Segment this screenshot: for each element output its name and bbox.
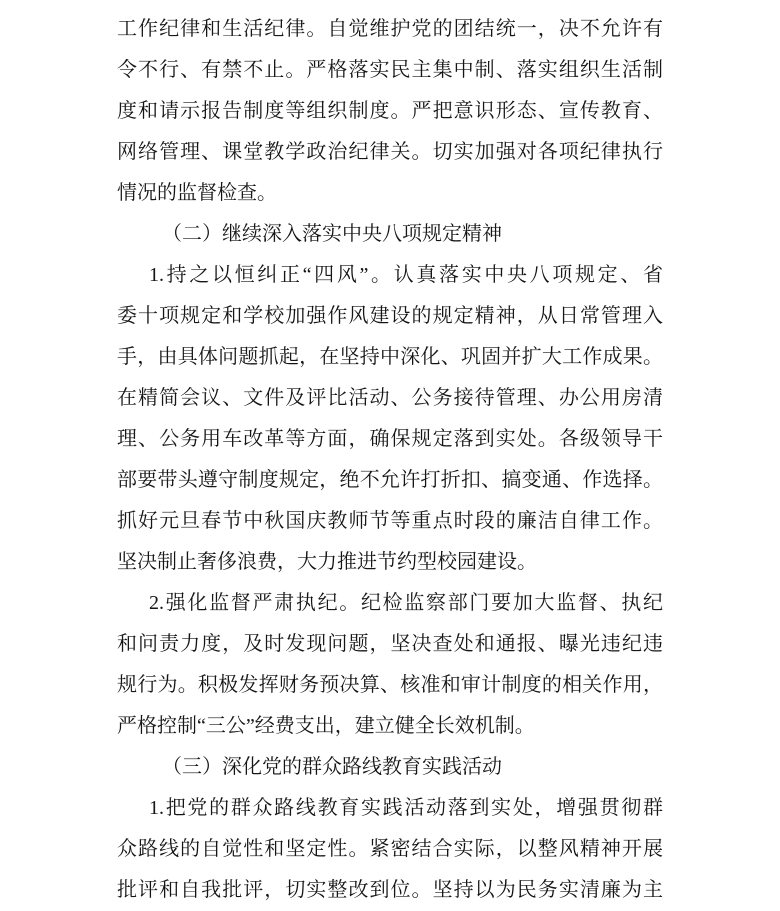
text-line: 众路线的自觉性和坚定性。紧密结合实际，以整风精神开展 (117, 838, 663, 860)
text-line: 规行为。积极发挥财务预决算、核准和审计制度的相关作用， (117, 674, 663, 696)
text-line: 1.持之以恒纠正“四风”。认真落实中央八项规定、省 (149, 264, 663, 286)
section-heading: （二）继续深入落实中央八项规定精神 (162, 223, 502, 245)
text-line: 2.强化监督严肃执纪。纪检监察部门要加大监督、执纪 (149, 592, 663, 614)
text-line: 批评和自我批评，切实整改到位。坚持以为民务实清廉为主 (117, 879, 663, 901)
text-line: 坚决制止奢侈浪费，大力推进节约型校园建设。 (117, 551, 537, 573)
text-line: 情况的监督检查。 (117, 182, 277, 204)
text-line: 网络管理、课堂教学政治纪律关。切实加强对各项纪律执行 (117, 141, 663, 163)
text-line: 部要带头遵守制度规定，绝不允许打折扣、搞变通、作选择。 (117, 469, 663, 491)
text-line: 工作纪律和生活纪律。自觉维护党的团结统一，决不允许有 (117, 18, 663, 40)
text-line: 手，由具体问题抓起，在坚持中深化、巩固并扩大工作成果。 (117, 346, 663, 368)
section-heading: （三）深化党的群众路线教育实践活动 (162, 756, 502, 778)
text-line: 在精简会议、文件及评比活动、公务接待管理、办公用房清 (117, 387, 663, 409)
text-line: 委十项规定和学校加强作风建设的规定精神，从日常管理入 (117, 305, 663, 327)
text-line: 理、公务用车改革等方面，确保规定落到实处。各级领导干 (117, 428, 663, 450)
text-line: 和问责力度，及时发现问题，坚决查处和通报、曝光违纪违 (117, 633, 663, 655)
text-line: 严格控制“三公”经费支出，建立健全长效机制。 (117, 715, 535, 737)
text-line: 1.把党的群众路线教育实践活动落到实处，增强贯彻群 (149, 797, 663, 819)
text-line: 令不行、有禁不止。严格落实民主集中制、落实组织生活制 (117, 59, 663, 81)
text-line: 抓好元旦春节中秋国庆教师节等重点时段的廉洁自律工作。 (117, 510, 663, 532)
text-line: 度和请示报告制度等组织制度。严把意识形态、宣传教育、 (117, 100, 663, 122)
